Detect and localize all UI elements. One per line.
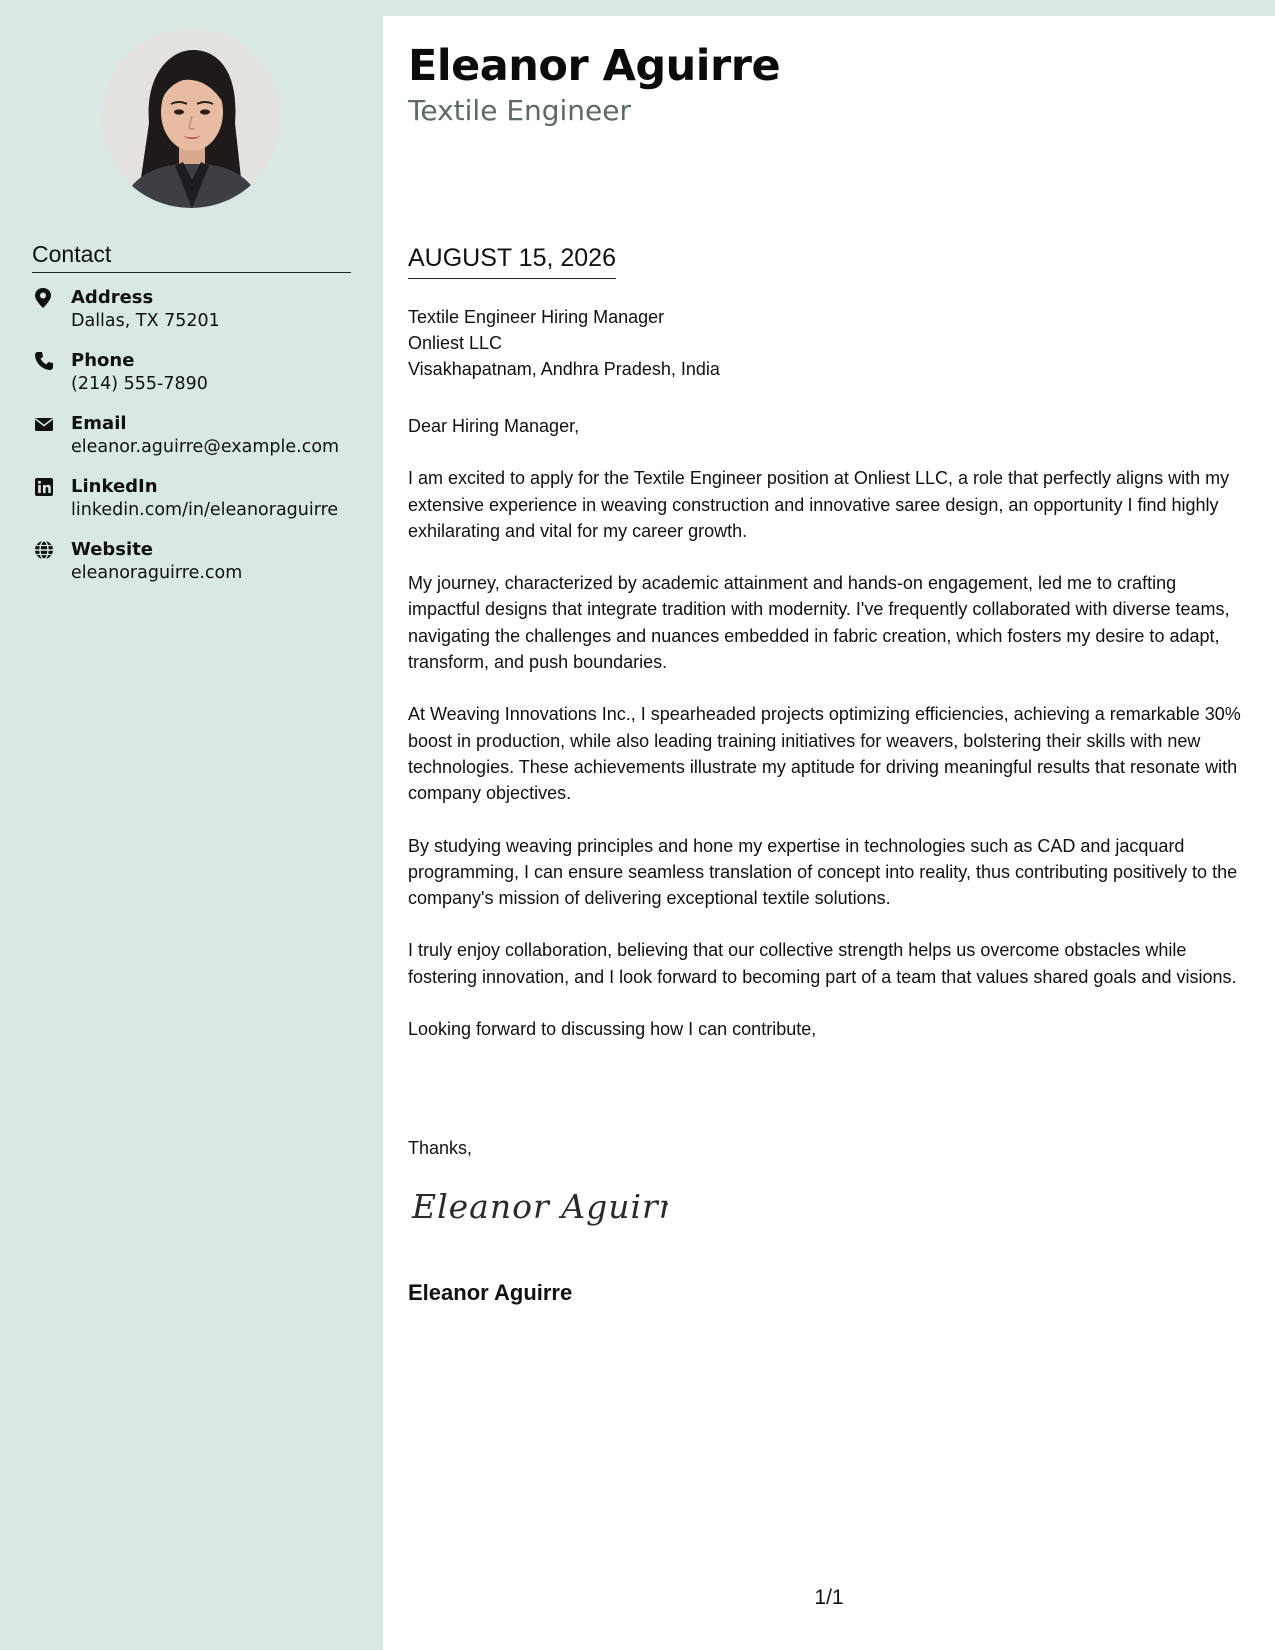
applicant-name: Eleanor Aguirre — [408, 41, 781, 91]
contact-list — [32, 286, 362, 601]
contact-label: Website — [71, 539, 154, 560]
globe-icon — [34, 540, 54, 560]
linkedin-value[interactable]: linkedin.com/in/eleanoraguirre — [71, 500, 339, 520]
avatar — [101, 28, 281, 208]
contact-label: Address — [71, 287, 154, 308]
contact-item-phone — [32, 349, 362, 412]
page-number: 1/1 — [814, 1586, 844, 1609]
body-paragraph: I am excited to apply for the Textile Engineer position at Onliest LLC, a role that perfectly aligns with my extensive experience in weaving construction and innovative saree design, an opportunity I find highly exhilarating and vital for my career growth. — [408, 468, 1230, 541]
contact-heading: Contact — [32, 241, 351, 273]
recipient-line: Textile Engineer Hiring Manager — [408, 307, 665, 327]
letter-body — [408, 413, 1248, 1068]
closing: Thanks, — [408, 1138, 473, 1158]
contact-item-website — [32, 538, 362, 601]
letter-date: AUGUST 15, 2026 — [408, 244, 616, 279]
contact-item-email — [32, 412, 362, 475]
body-paragraph: Looking forward to discussing how I can contribute, — [408, 1019, 817, 1040]
envelope-icon — [34, 414, 54, 434]
phone-icon — [34, 351, 54, 371]
recipient-line: Onliest LLC — [408, 333, 503, 353]
website-value[interactable]: eleanoraguirre.com — [71, 563, 243, 583]
address-value: Dallas, TX 75201 — [71, 311, 220, 331]
handwritten-signature — [408, 1182, 668, 1232]
signer-name: Eleanor Aguirre — [408, 1280, 573, 1305]
recipient-line: Visakhapatnam, Andhra Pradesh, India — [408, 359, 720, 379]
signature-text: Eleanor Aguirre — [412, 1187, 668, 1226]
body-paragraph: My journey, characterized by academic attainment and hands-on engagement, led me to crafting impactful designs that integrate tradition with modernity. I've frequently collaborated with diverse teams, navigating the challenges and nuances embedded in fabric creation, which fosters my desire to adapt, transform, and push boundaries. — [408, 573, 1230, 673]
email-value[interactable]: eleanor.aguirre@example.com — [71, 437, 340, 457]
job-title: Textile Engineer — [408, 94, 632, 127]
salutation: Dear Hiring Manager, — [408, 416, 580, 436]
linkedin-icon — [34, 477, 54, 497]
body-paragraph: I truly enjoy collaboration, believing that our collective strength helps us overcome obstacles while fostering innovation, and I look forward to becoming part of a team that values shared goals and visions. — [408, 940, 1237, 987]
body-paragraph: By studying weaving principles and hone my expertise in technologies such as CAD and jacquard programming, I can ensure seamless translation of concept into reality, thus contributing positively to the company's mission of delivering exceptional textile solutions. — [408, 835, 1238, 909]
profile-photo — [101, 28, 281, 208]
letter-main — [383, 16, 1275, 1650]
contact-item-address — [32, 286, 362, 349]
contact-label: LinkedIn — [71, 476, 158, 497]
sidebar — [0, 0, 383, 1650]
contact-label: Email — [71, 413, 127, 434]
map-pin-icon — [34, 288, 54, 308]
contact-item-linkedin — [32, 475, 362, 538]
body-paragraph: At Weaving Innovations Inc., I spearheaded projects optimizing efficiencies, achieving a remarkable 30% boost in production, while also leading training initiatives for weavers, bolstering their skills with new technologies. These achievements illustrate my aptitude for driving meaningful results that resonate with company objectives. — [408, 704, 1241, 804]
phone-value: (214) 555-7890 — [71, 374, 208, 394]
recipient-block — [408, 304, 1248, 382]
contact-label: Phone — [71, 350, 135, 371]
